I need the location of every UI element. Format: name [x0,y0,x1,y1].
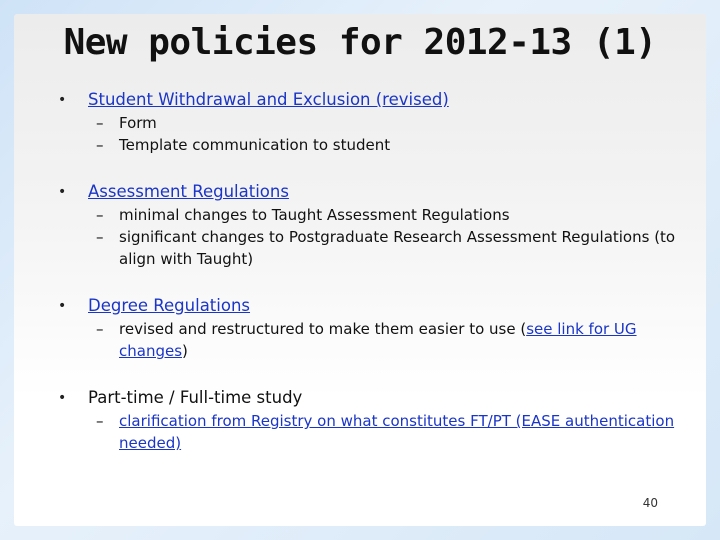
sub-text-end: ) [182,342,188,360]
sub-item [58,134,678,156]
sub-item [58,318,678,362]
sub-text: revised and restructured to make them easier to use ( [119,320,527,338]
parttime-heading: Part-time / Full-time study [88,388,303,407]
bullet-marker: • [58,390,67,406]
withdrawal-link[interactable]: Student Withdrawal and Exclusion (revised) [88,90,449,109]
bullet-block-degree [58,294,678,362]
sub-item [58,112,678,134]
sub-text: Template communication to student [119,136,391,154]
bullet-item [58,294,678,318]
degree-regulations-link[interactable]: Degree Regulations [88,296,251,315]
slide-content [58,88,678,478]
bullet-item [58,88,678,112]
bullet-block-withdrawal [58,88,678,156]
dash-marker: – [96,412,104,430]
sub-text: significant changes to Postgraduate Research Assessment Regulations (to align with Taught) [119,228,676,268]
bullet-marker: • [58,298,67,314]
dash-marker: – [96,320,104,338]
dash-marker: – [96,114,104,132]
sub-item [58,226,678,270]
sub-text: Form [119,114,157,132]
dash-marker: – [96,206,104,224]
bullet-marker: • [58,184,67,200]
bullet-item [58,386,678,410]
ug-changes-link[interactable]: see link for UG changes [119,320,637,360]
assessment-regulations-link[interactable]: Assessment Regulations [88,182,289,201]
bullet-marker: • [58,92,67,108]
sub-item [58,410,678,454]
sub-item [58,204,678,226]
dash-marker: – [96,228,104,246]
sub-text: minimal changes to Taught Assessment Regulations [119,206,510,224]
dash-marker: – [96,136,104,154]
page-number: 40 [642,496,658,510]
bullet-block-assessment [58,180,678,270]
slide-title: New policies for 2012-13 (1) [63,22,657,63]
registry-clarification-link[interactable]: clarification from Registry on what constitutes FT/PT (EASE authentication needed) [119,412,675,452]
bullet-item [58,180,678,204]
bullet-block-parttime [58,386,678,454]
